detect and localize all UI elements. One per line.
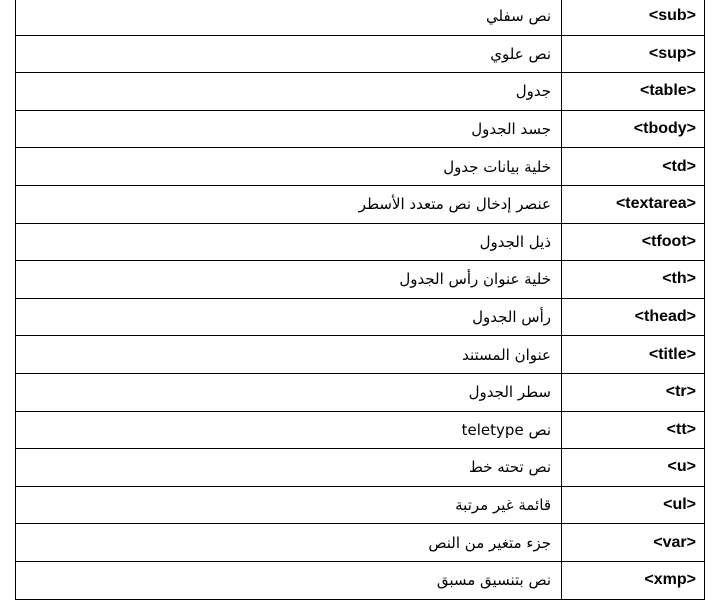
table-row	[16, 524, 705, 562]
tag-description-cell: نص teletype	[16, 411, 562, 449]
table-row	[16, 185, 705, 223]
tag-description-cell: نص سفلي	[16, 0, 562, 35]
tag-name-cell: <tfoot>	[562, 223, 705, 261]
table-row	[16, 110, 705, 148]
tag-name-cell: <textarea>	[562, 185, 705, 223]
tag-description-cell: سطر الجدول	[16, 373, 562, 411]
table-row	[16, 373, 705, 411]
tag-name-cell: <tr>	[562, 373, 705, 411]
tag-description-cell: رأس الجدول	[16, 298, 562, 336]
tag-description-cell: جسد الجدول	[16, 110, 562, 148]
table-row	[16, 561, 705, 599]
tag-description-cell: نص بتنسيق مسبق	[16, 561, 562, 599]
tag-name-cell: <sup>	[562, 35, 705, 73]
tag-description-cell: خلية عنوان رأس الجدول	[16, 261, 562, 299]
table-row	[16, 449, 705, 487]
tag-description-cell: جدول	[16, 73, 562, 111]
table-row	[16, 223, 705, 261]
table-row	[16, 261, 705, 299]
tag-name-cell: <table>	[562, 73, 705, 111]
tag-description-cell: عنصر إدخال نص متعدد الأسطر	[16, 185, 562, 223]
tag-name-cell: <thead>	[562, 298, 705, 336]
tag-name-cell: <th>	[562, 261, 705, 299]
html-tags-table-body	[16, 0, 705, 599]
tag-description-cell: جزء متغير من النص	[16, 524, 562, 562]
tag-name-cell: <title>	[562, 336, 705, 374]
table-row	[16, 486, 705, 524]
table-row	[16, 336, 705, 374]
tag-name-cell: <ul>	[562, 486, 705, 524]
table-row	[16, 298, 705, 336]
table-row	[16, 73, 705, 111]
tag-description-cell: ذيل الجدول	[16, 223, 562, 261]
table-row	[16, 0, 705, 35]
tag-description-cell: نص تحته خط	[16, 449, 562, 487]
table-row	[16, 35, 705, 73]
tag-name-cell: <sub>	[562, 0, 705, 35]
tag-name-cell: <td>	[562, 148, 705, 186]
tag-description-cell: قائمة غير مرتبة	[16, 486, 562, 524]
tag-name-cell: <tt>	[562, 411, 705, 449]
tag-name-cell: <xmp>	[562, 561, 705, 599]
table-row	[16, 148, 705, 186]
tag-name-cell: <tbody>	[562, 110, 705, 148]
tag-description-cell: عنوان المستند	[16, 336, 562, 374]
tag-name-cell: <var>	[562, 524, 705, 562]
tag-description-cell: خلية بيانات جدول	[16, 148, 562, 186]
html-tags-table	[15, 0, 705, 600]
tag-description-cell: نص علوي	[16, 35, 562, 73]
tag-name-cell: <u>	[562, 449, 705, 487]
table-row	[16, 411, 705, 449]
